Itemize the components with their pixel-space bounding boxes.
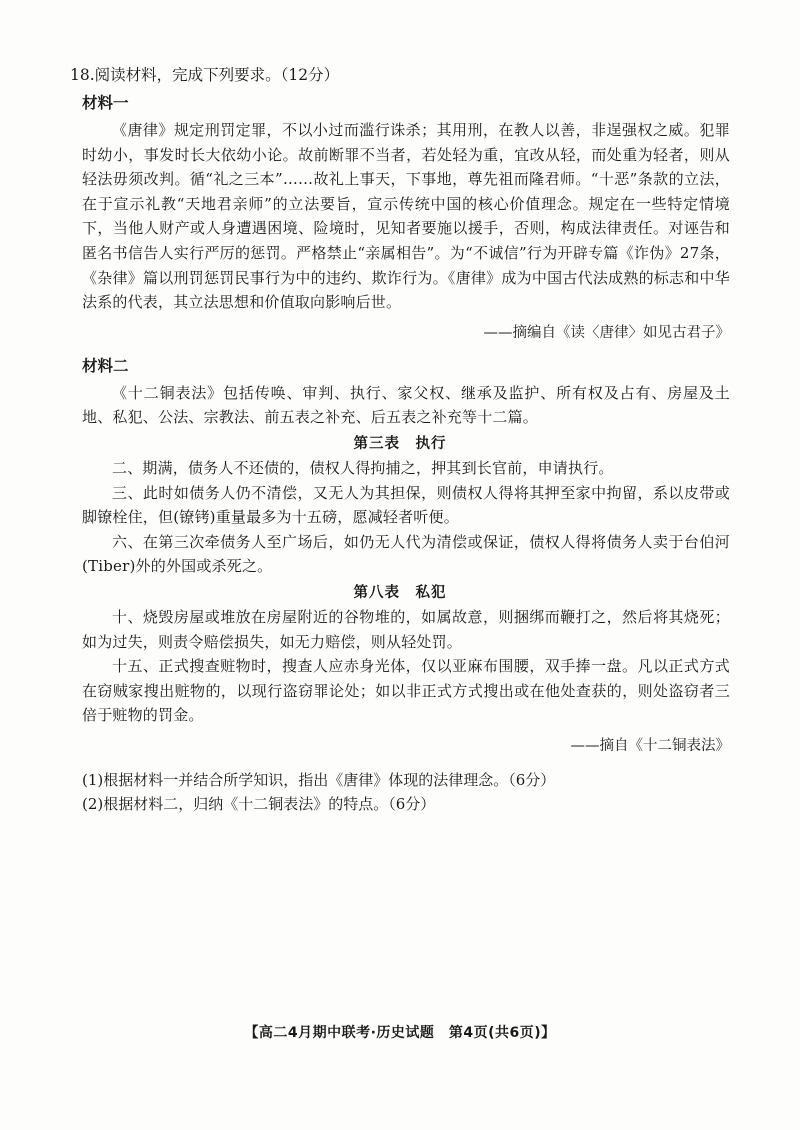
material1-label: 材料一	[82, 93, 129, 112]
table8-heading: 第八表 私犯	[353, 583, 447, 601]
table3-item: 二、期满，债务人不还债的，债权人得拘捕之，押其到长官前，申请执行。	[112, 458, 614, 477]
material2-label: 材料二	[82, 355, 129, 375]
table8-item: 十五、正式搜查赃物时，搜查人应赤身光体，仅以亚麻布围腰，双手捧一盘。凡以正式方式在窃贼家搜出赃物的，以现行盗窃罪论处；如以非正式方式搜出或在他处查获的，则处盗窃者三倍于赃物的罚金。	[82, 657, 730, 725]
table3-heading: 第三表 执行	[353, 434, 447, 452]
sub-question-2: (2)根据材料二，归纳《十二铜表法》的特点。（6分）	[82, 794, 436, 813]
material1-paragraph: 《唐律》规定刑罚定罪，不以小过而滥行诛杀；其用刑，在教人以善，非逞强权之威。犯罪时幼小，事发时长大依幼小论。故前断罪不当者，若处轻为重，宜改从轻，而处重为轻者，则从轻法毋须改判。循“礼之三本”……故礼上事天，下事地，尊先祖而隆君师。“十恶”条款的立法，在于宣示礼教“天地君亲师”的立法要旨，宣示传统中国的核心价值理念。规定在一些特定情境下，当他人财产或人身遭遇困境、险境时，见知者要施以援手，否则，构成法律责任。对诬告和匿名书信告人实行严厉的惩罚。严格禁止“亲属相告”。为“不诚信”行为开辟专篇《诈伪》27条，《杂律》篇以刑罚惩罚民事行为中的违约、欺诈行为。《唐律》成为中国古代法成熟的标志和中华法系的代表，其立法思想和价值取向影响后世。	[82, 121, 730, 312]
material2-intro: 《十二铜表法》包括传唤、审判、执行、家父权、继承及监护、所有权及占有、房屋及土地、私犯、公法、宗教法、前五表之补充、后五表之补充等十二篇。	[82, 383, 730, 427]
question-block	[70, 64, 730, 816]
material2-source: ——摘自《十二铜表法》	[570, 737, 730, 754]
question-title: 18.阅读材料，完成下列要求。（12分）	[70, 66, 340, 84]
sub-question-1: (1)根据材料一并结合所学知识，指出《唐律》体现的法律理念。（6分）	[82, 770, 556, 789]
table3-item: 三、此时如债务人仍不清偿，又无人为其担保，则债权人得将其押至家中拘留，系以皮带或脚镣栓住，但(镣铐)重量最多为十五磅，愿减轻者听便。	[82, 483, 730, 527]
table8-item: 十、烧毁房屋或堆放在房屋附近的谷物堆的，如属故意，则捆绑而鞭打之，然后将其烧死；如为过失，则责令赔偿损失，如无力赔偿，则从轻处罚。	[82, 607, 730, 651]
page-footer: 【高二4月期中联考·历史试题 第4页(共6页)】	[244, 1025, 556, 1041]
table3-item: 六、在第三次牵债务人至广场后，如仍无人代为清偿或保证，债权人得将债务人卖于台伯河(Tiber)外的外国或杀死之。	[82, 532, 730, 576]
material1-source: ——摘编自《读〈唐律〉如见古君子》	[483, 324, 730, 341]
